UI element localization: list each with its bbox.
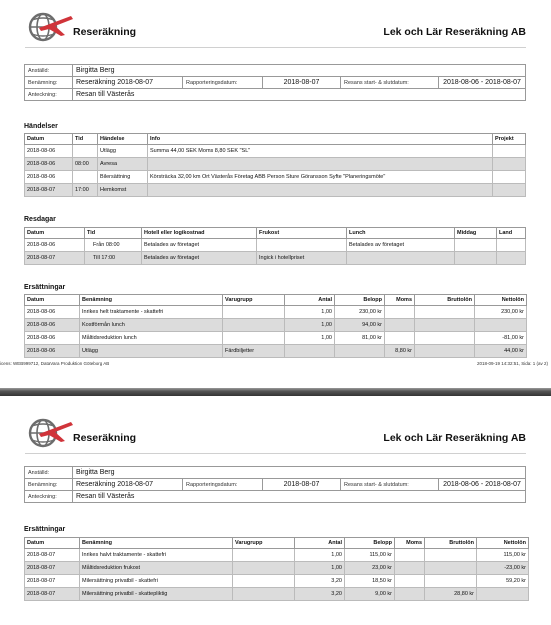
- cell-quantity: 3,20: [295, 575, 345, 588]
- note-value: Resan till Västerås: [73, 89, 526, 101]
- cell-time: Till 17:00: [85, 252, 142, 265]
- cell-date: 2018-08-06: [25, 239, 85, 252]
- travel-col-lunch: Lunch: [347, 228, 455, 239]
- cell-amount: 230,00 kr: [335, 306, 385, 319]
- cell-name: Måltidsreduktion frukost: [80, 562, 233, 575]
- cell-vat: [395, 588, 425, 601]
- comp-col-gross: Bruttolön: [425, 538, 477, 549]
- name-label: Benämning:: [25, 479, 73, 491]
- compensation-table: [24, 294, 527, 358]
- cell-event: Utlägg: [98, 145, 148, 158]
- table-row: [25, 171, 526, 184]
- report-date-label: Rapporteringsdatum:: [183, 77, 263, 89]
- report-date-value: 2018-08-07: [263, 77, 341, 89]
- cell-name: Inrikes halvt traktamente - skattefri: [80, 549, 233, 562]
- cell-group: [233, 562, 295, 575]
- cell-vat: [385, 332, 415, 345]
- cell-vat: [395, 575, 425, 588]
- table-row: [25, 332, 527, 345]
- cell-hotel: Betalades av företaget: [142, 252, 257, 265]
- note-label: Anteckning:: [25, 89, 73, 101]
- table-row: [25, 252, 526, 265]
- table-row: [25, 158, 526, 171]
- cell-vat: [395, 549, 425, 562]
- cell-info: Körsträcka 32,00 km Ort Västerås Företag ABB Person Sture Göransson Syfte "Planeringsmöte": [148, 171, 493, 184]
- comp-col-name: Benämning: [80, 295, 223, 306]
- cell-info: [148, 158, 493, 171]
- name-value: Reseräkning 2018-08-07: [73, 479, 183, 491]
- name-value: Reseräkning 2018-08-07: [73, 77, 183, 89]
- comp-col-vat: Moms: [395, 538, 425, 549]
- note-label: Anteckning:: [25, 491, 73, 503]
- travel-col-country: Land: [497, 228, 526, 239]
- compensation-header-row: [25, 538, 529, 549]
- cell-net: -23,00 kr: [477, 562, 529, 575]
- comp-col-gross: Bruttolön: [415, 295, 475, 306]
- cell-info: [148, 184, 493, 197]
- cell-amount: 18,50 kr: [345, 575, 395, 588]
- cell-quantity: 1,00: [285, 306, 335, 319]
- cell-gross: [415, 332, 475, 345]
- cell-date: 2018-08-06: [25, 332, 80, 345]
- cell-time: 17:00: [73, 184, 98, 197]
- travel-col-breakfast: Frukost: [257, 228, 347, 239]
- table-row: [25, 588, 529, 601]
- cell-amount: 81,00 kr: [335, 332, 385, 345]
- cell-net: 59,20 kr: [477, 575, 529, 588]
- note-value: Resan till Västerås: [73, 491, 526, 503]
- cell-dinner: [455, 239, 497, 252]
- cell-time: Från 08:00: [85, 239, 142, 252]
- travel-days-table: [24, 227, 526, 265]
- cell-amount: 94,00 kr: [335, 319, 385, 332]
- cell-net: -81,00 kr: [475, 332, 527, 345]
- table-row: [25, 306, 527, 319]
- table-row: [25, 145, 526, 158]
- cell-amount: [335, 345, 385, 358]
- cell-date: 2018-08-06: [25, 306, 80, 319]
- cell-net: 230,00 kr: [475, 306, 527, 319]
- employee-label: Anställd:: [25, 467, 73, 479]
- events-col-project: Projekt: [493, 134, 526, 145]
- cell-amount: 23,00 kr: [345, 562, 395, 575]
- cell-amount: 9,00 kr: [345, 588, 395, 601]
- events-header-row: [25, 134, 526, 145]
- cell-hotel: Betalades av företaget: [142, 239, 257, 252]
- cell-vat: 8,80 kr: [385, 345, 415, 358]
- cell-group: [233, 575, 295, 588]
- employee-value: Birgitta Berg: [73, 65, 526, 77]
- cell-gross: [425, 575, 477, 588]
- cell-time: [73, 171, 98, 184]
- cell-event: Hemkomst: [98, 184, 148, 197]
- trip-dates-value: 2018-08-06 - 2018-08-07: [439, 479, 526, 491]
- cell-vat: [385, 306, 415, 319]
- travel-days-section-title: Resdagar: [24, 216, 56, 223]
- cell-quantity: 1,00: [295, 549, 345, 562]
- cell-gross: 28,80 kr: [425, 588, 477, 601]
- events-table: [24, 133, 526, 197]
- compensation-section-title: Ersättningar: [24, 526, 66, 533]
- cell-breakfast: Ingick i hotellpriset: [257, 252, 347, 265]
- cell-country: [497, 239, 526, 252]
- footer-timestamp-page: 2018-09-19 14:32:51, Sida: 1 (av 2): [476, 361, 548, 366]
- comp-col-amount: Belopp: [335, 295, 385, 306]
- events-col-event: Händelse: [98, 134, 148, 145]
- cell-quantity: 3,20: [295, 588, 345, 601]
- app-title: Reseräkning: [73, 26, 137, 38]
- cell-date: 2018-08-06: [25, 145, 73, 158]
- comp-col-date: Datum: [25, 295, 80, 306]
- cell-name: Milersättning privatbil - skattepliktig: [80, 588, 233, 601]
- comp-col-net: Nettolön: [477, 538, 529, 549]
- cell-lunch: Betalades av företaget: [347, 239, 455, 252]
- compensation-section-title: Ersättningar: [24, 284, 66, 291]
- cell-date: 2018-08-06: [25, 158, 73, 171]
- cell-group: [233, 549, 295, 562]
- travel-globe-logo-icon: [25, 414, 75, 448]
- cell-quantity: 1,00: [285, 319, 335, 332]
- comp-col-quantity: Antal: [285, 295, 335, 306]
- cell-gross: [415, 306, 475, 319]
- comp-col-name: Benämning: [80, 538, 233, 549]
- cell-gross: [415, 319, 475, 332]
- table-row: [25, 345, 527, 358]
- cell-project: [493, 171, 526, 184]
- trip-dates-label: Resans start- & slutdatum:: [341, 479, 439, 491]
- comp-col-quantity: Antal: [295, 538, 345, 549]
- cell-vat: [395, 562, 425, 575]
- cell-date: 2018-08-07: [25, 588, 80, 601]
- employee-value: Birgitta Berg: [73, 467, 526, 479]
- cell-amount: 115,00 kr: [345, 549, 395, 562]
- cell-quantity: 1,00: [285, 332, 335, 345]
- cell-project: [493, 158, 526, 171]
- cell-breakfast: [257, 239, 347, 252]
- events-col-date: Datum: [25, 134, 73, 145]
- table-row: [25, 239, 526, 252]
- comp-col-group: Varugrupp: [223, 295, 285, 306]
- report-date-value: 2018-08-07: [263, 479, 341, 491]
- cell-event: Bilersättning: [98, 171, 148, 184]
- compensation-header-row: [25, 295, 527, 306]
- company-name: Lek och Lär Reseräkning AB: [383, 432, 526, 444]
- trip-dates-value: 2018-08-06 - 2018-08-07: [439, 77, 526, 89]
- comp-col-net: Nettolön: [475, 295, 527, 306]
- cell-date: 2018-08-07: [25, 575, 80, 588]
- cell-name: Inrikes helt traktamente - skattefri: [80, 306, 223, 319]
- cell-net: 44,00 kr: [475, 345, 527, 358]
- table-row: [25, 562, 529, 575]
- events-col-time: Tid: [73, 134, 98, 145]
- report-page-2: [0, 396, 551, 625]
- travel-globe-logo-icon: [25, 8, 75, 42]
- cell-name: Milersättning privatbil - skattefri: [80, 575, 233, 588]
- cell-quantity: 1,00: [295, 562, 345, 575]
- cell-dinner: [455, 252, 497, 265]
- employee-label: Anställd:: [25, 65, 73, 77]
- cell-date: 2018-08-07: [25, 184, 73, 197]
- cell-date: 2018-08-06: [25, 345, 80, 358]
- name-label: Benämning:: [25, 77, 73, 89]
- cell-group: Färdbiljetter: [223, 345, 285, 358]
- comp-col-amount: Belopp: [345, 538, 395, 549]
- report-info-table: [24, 64, 526, 101]
- cell-net: [477, 588, 529, 601]
- cell-gross: [425, 549, 477, 562]
- cell-date: 2018-08-07: [25, 549, 80, 562]
- comp-col-vat: Moms: [385, 295, 415, 306]
- cell-net: 115,00 kr: [477, 549, 529, 562]
- travel-days-header-row: [25, 228, 526, 239]
- company-name: Lek och Lär Reseräkning AB: [383, 26, 526, 38]
- trip-dates-label: Resans start- & slutdatum:: [341, 77, 439, 89]
- comp-col-group: Varugrupp: [233, 538, 295, 549]
- cell-info: Summa 44,00 SEK Moms 8,80 SEK "SL": [148, 145, 493, 158]
- table-row: [25, 319, 527, 332]
- comp-col-date: Datum: [25, 538, 80, 549]
- table-row: [25, 184, 526, 197]
- table-row: [25, 575, 529, 588]
- table-row: [25, 549, 529, 562]
- travel-col-time: Tid: [85, 228, 142, 239]
- cell-project: [493, 184, 526, 197]
- cell-time: [73, 145, 98, 158]
- events-col-info: Info: [148, 134, 493, 145]
- cell-event: Avresa: [98, 158, 148, 171]
- travel-col-date: Datum: [25, 228, 85, 239]
- report-header: [25, 8, 526, 48]
- cell-gross: [415, 345, 475, 358]
- cell-group: [223, 319, 285, 332]
- page-separator: [0, 388, 551, 396]
- cell-date: 2018-08-07: [25, 562, 80, 575]
- cell-project: [493, 145, 526, 158]
- cell-country: [497, 252, 526, 265]
- cell-group: [223, 332, 285, 345]
- cell-name: Måltidsreduktion lunch: [80, 332, 223, 345]
- cell-date: 2018-08-07: [25, 252, 85, 265]
- travel-col-dinner: Middag: [455, 228, 497, 239]
- report-date-label: Rapporteringsdatum:: [183, 479, 263, 491]
- report-info-table: [24, 466, 526, 503]
- cell-quantity: [285, 345, 335, 358]
- travel-col-hotel: Hotell eller logikostnad: [142, 228, 257, 239]
- cell-name: Kostförmån lunch: [80, 319, 223, 332]
- cell-time: 08:00: [73, 158, 98, 171]
- cell-date: 2018-08-06: [25, 319, 80, 332]
- report-header: [25, 414, 526, 454]
- compensation-table: [24, 537, 529, 601]
- events-section-title: Händelser: [24, 123, 58, 130]
- cell-net: [475, 319, 527, 332]
- footer-license: icens: WEB999712, DataVara Produktion Göteborg AB: [0, 361, 110, 366]
- cell-name: Utlägg: [80, 345, 223, 358]
- cell-vat: [385, 319, 415, 332]
- app-title: Reseräkning: [73, 432, 137, 444]
- cell-lunch: [347, 252, 455, 265]
- cell-group: [223, 306, 285, 319]
- cell-gross: [425, 562, 477, 575]
- cell-date: 2018-08-06: [25, 171, 73, 184]
- cell-group: [233, 588, 295, 601]
